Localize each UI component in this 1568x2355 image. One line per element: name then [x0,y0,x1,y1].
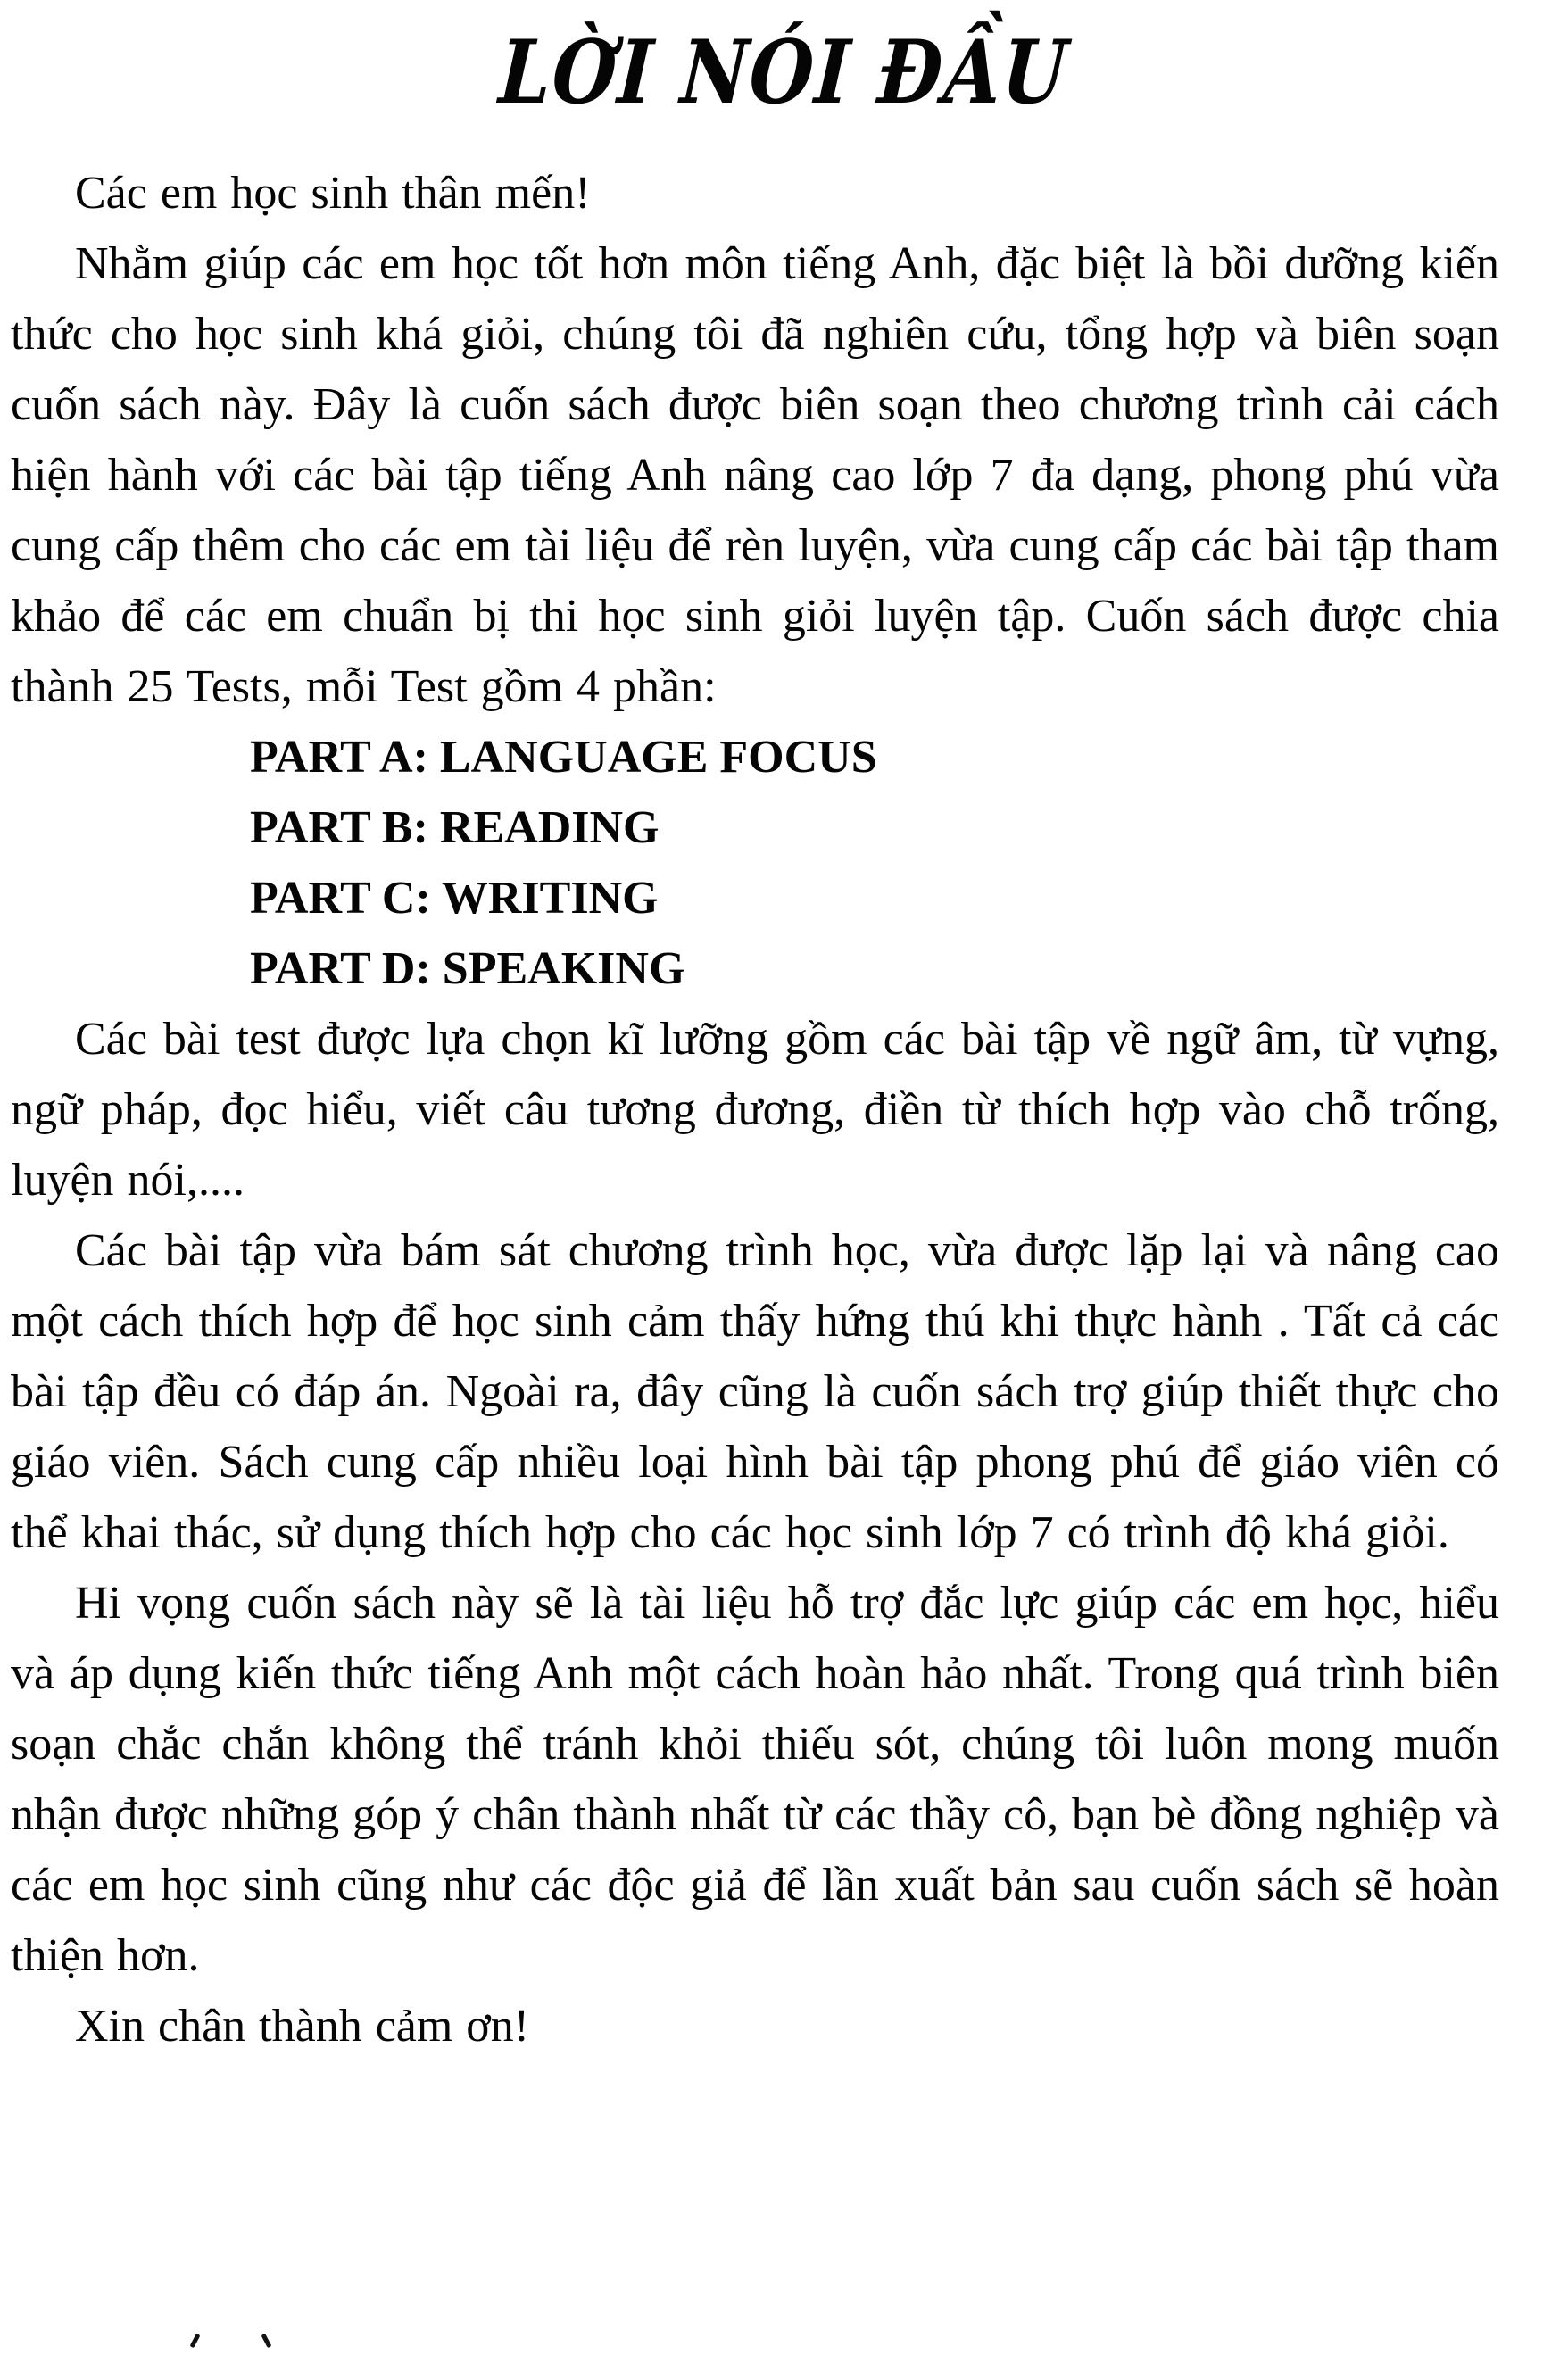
cutoff-grave-mark [190,2334,201,2348]
exercises-paragraph: Các bài tập vừa bám sát chương trình học, vừa được lặp lại và nâng cao một cách thích hợp để học sinh cảm thấy hứng thú khi thực hành . Tất cả các bài tập đều có đáp án. Ngoài ra, đây cũng là cuốn sách trợ giúp thiết thực cho giáo viên. Sách cung cấp nhiều loại hình bài tập phong phú để giáo viên có thể khai thác, sử dụng thích hợp cho các học sinh lớp 7 có trình độ khá giỏi. [11,1224,1499,1558]
document-body [0,158,1568,2061]
parts-list [11,722,1499,1004]
page-title [0,23,1568,124]
page-bottom-cutoff-glyphs [0,2334,1568,2351]
test-content-paragraph: Các bài test được lựa chọn kĩ lưỡng gồm các bài tập về ngữ âm, từ vựng, ngữ pháp, đọc hiểu, viết câu tương đương, điền từ thích hợp vào chỗ trống, luyện nói,.... [11,1013,1499,1206]
closing-paragraph: Xin chân thành cảm ơn! [75,2000,530,2052]
part-d-heading: PART D: SPEAKING [250,942,685,994]
part-a-heading: PART A: LANGUAGE FOCUS [250,731,877,783]
intro-paragraph: Nhằm giúp các em học tốt hơn môn tiếng Anh, đặc biệt là bồi dưỡng kiến thức cho học sinh khá giỏi, chúng tôi đã nghiên cứu, tổng hợp và biên soạn cuốn sách này. Đây là cuốn sách được biên soạn theo chương trình cải cách hiện hành với các bài tập tiếng Anh nâng cao lớp 7 đa dạng, phong phú vừa cung cấp thêm cho các em tài liệu để rèn luyện, vừa cung cấp các bài tập tham khảo để các em chuẩn bị thi học sinh giỏi luyện tập. Cuốn sách được chia thành 25 Tests, mỗi Test gồm 4 phần: [11,237,1499,712]
page-title-text: LỜI NÓI ĐẦU [496,21,1072,124]
greeting-paragraph: Các em học sinh thân mến! [75,167,591,219]
cutoff-acute-mark [261,2334,272,2348]
hope-paragraph: Hi vọng cuốn sách này sẽ là tài liệu hỗ trợ đắc lực giúp các em học, hiểu và áp dụng kiến thức tiếng Anh một cách hoàn hảo nhất. Trong quá trình biên soạn chắc chắn không thể tránh khỏi thiếu sót, chúng tôi luôn mong muốn nhận được những góp ý chân thành nhất từ các thầy cô, bạn bè đồng nghiệp và các em học sinh cũng như các độc giả để lần xuất bản sau cuốn sách sẽ hoàn thiện hơn. [11,1577,1499,1981]
part-b-heading: PART B: READING [250,801,660,853]
part-c-heading: PART C: WRITING [250,872,659,924]
